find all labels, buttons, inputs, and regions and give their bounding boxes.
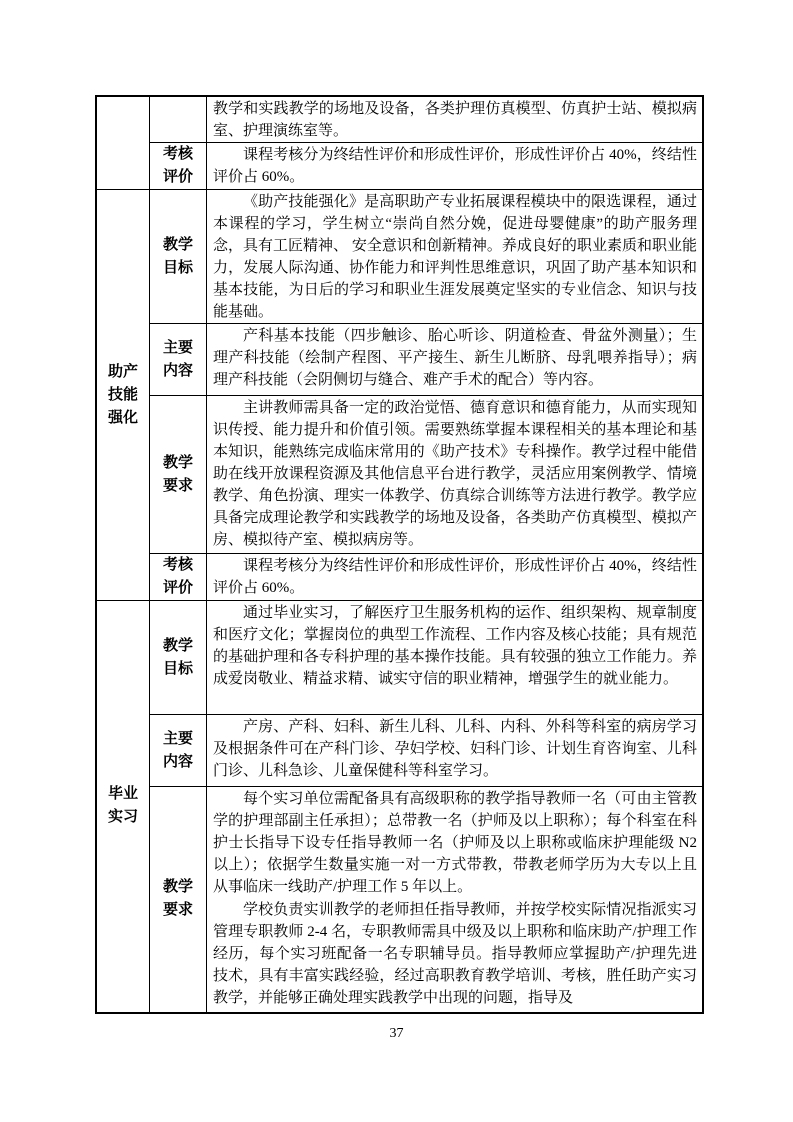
course-name-label: 毕业实习 xyxy=(108,786,139,826)
content-cell-main-content xyxy=(207,324,704,396)
course-description-table xyxy=(95,95,704,1014)
row-label-cell-assessment xyxy=(150,554,207,601)
paragraph: 教学和实践教学的场地及设备，各类护理仿真模型、仿真护士站、模拟病室、护理演练室等。 xyxy=(213,101,697,139)
content-cell-main-content xyxy=(207,715,704,787)
row-label-cell-main-content xyxy=(150,715,207,787)
row-label-cell-objectives xyxy=(150,190,207,324)
row-label-cell-empty xyxy=(150,96,207,143)
paragraph: 产房、产科、妇科、新生儿科、儿科、内科、外科等科室的病房学习及根据条件可在产科门诊、孕妇学校、妇科门诊、计划生育咨询室、儿科门诊、儿科急诊、儿童保健科等科室学习。 xyxy=(213,719,697,779)
paragraph: 通过毕业实习，了解医疗卫生服务机构的运作、组织架构、规章制度和医疗文化；掌握岗位的典型工作流程、工作内容及核心技能；具有规范的基础护理和各专科护理的基本操作技能。具有较强的独立工作能力。养成爱岗敬业、精益求精、诚实守信的职业精神，增强学生的就业能力。 xyxy=(213,605,697,687)
row-label: 主要内容 xyxy=(163,339,194,379)
row-label-cell-teaching-requirements xyxy=(150,396,207,554)
paragraph: 课程考核分为终结性评价和形成性评价，形成性评价占 40%，终结性评价占 60%。 xyxy=(213,147,697,185)
content-cell-teaching-requirements xyxy=(207,396,704,554)
content-cell-continuation-text xyxy=(207,96,704,143)
row-label-cell-assessment xyxy=(150,143,207,190)
content-cell-teaching-requirements xyxy=(207,787,704,1013)
paragraph: 每个实习单位需配备具有高级职称的教学指导教师一名（可由主管教学的护理部副主任承担）；总带教一名（护师及以上职称）；每个科室在科护士长指导下设专任指导教师一名（护师及以上职称或临床护理能级 N2 以上）；依据学生数量实施一对一方式带教，带教老师学历为大专以上且从事临床一线助产/护理工作 5 年以上。 xyxy=(213,791,697,895)
content-cell-objectives xyxy=(207,601,704,715)
row-label: 考核评价 xyxy=(163,146,194,185)
row-label-cell-objectives xyxy=(150,601,207,715)
course-name-cell-midwifery-skills xyxy=(96,190,150,601)
paragraph: 主讲教师需具备一定的政治觉悟、德育意识和德育能力，从而实现知识传授、能力提升和价值引领。需要熟练掌握本课程相关的基本理论和基本知识，能熟练完成临床常用的《助产技术》专科操作。教学过程中能借助在线开放课程资源及其他信息平台进行教学，灵活应用案例教学、情境教学、角色扮演、理实一体教学、仿真综合训练等方法进行教学。教学应具备完成理论教学和实践教学的场地及设备，各类助产仿真模型、模拟产房、模拟待产室、模拟病房等。 xyxy=(213,400,697,548)
row-label-cell-main-content xyxy=(150,324,207,396)
paragraph: 课程考核分为终结性评价和形成性评价，形成性评价占 40%，终结性评价占 60%。 xyxy=(213,558,697,596)
row-label: 教学目标 xyxy=(163,236,194,276)
row-label: 教学目标 xyxy=(163,637,194,677)
row-label-cell-teaching-requirements xyxy=(150,787,207,1013)
content-cell-assessment xyxy=(207,554,704,601)
row-label: 考核评价 xyxy=(163,557,194,596)
course-name-cell-continuation xyxy=(96,96,150,190)
row-label: 教学要求 xyxy=(163,454,194,494)
row-label: 教学要求 xyxy=(163,879,194,919)
content-cell-assessment xyxy=(207,143,704,190)
paragraph: 《助产技能强化》是高职助产专业拓展课程模块中的限选课程，通过本课程的学习，学生树立“崇尚自然分娩，促进母婴健康”的助产服务理念，具有工匠精神、 安全意识和创新精神。养成良好的职业素质和职业能力，发展人际沟通、协作能力和评判性思维意识，巩固了助产基本知识和基本技能，为日后的学习和职业生涯发展奠定坚实的专业信念、知识与技能基础。 xyxy=(213,194,697,320)
paragraph: 学校负责实训教学的老师担任指导教师，并按学校实际情况指派实习管理专职教师 2-4 名，专职教师需具中级及以上职称和临床助产/护理工作经历，每个实习班配备一名专职辅导员。指导教师应掌握助产/护理先进技术，具有丰富实践经验，经过高职教育教学培训、考核，胜任助产实习教学，并能够正确处理实践教学中出现的问题，指导及 xyxy=(213,902,697,1006)
content-cell-objectives xyxy=(207,190,704,324)
page-number: 37 xyxy=(389,1026,404,1041)
course-name-cell-graduation-internship xyxy=(96,601,150,1013)
row-label: 主要内容 xyxy=(163,730,194,770)
paragraph: 产科基本技能（四步触诊、胎心听诊、阴道检查、骨盆外测量）；生理产科技能（绘制产程图、平产接生、新生儿断脐、母乳喂养指导）；病理产科技能（会阴侧切与缝合、难产手术的配合）等内容。 xyxy=(213,328,697,388)
course-name-label: 助产技能强化 xyxy=(108,363,139,426)
